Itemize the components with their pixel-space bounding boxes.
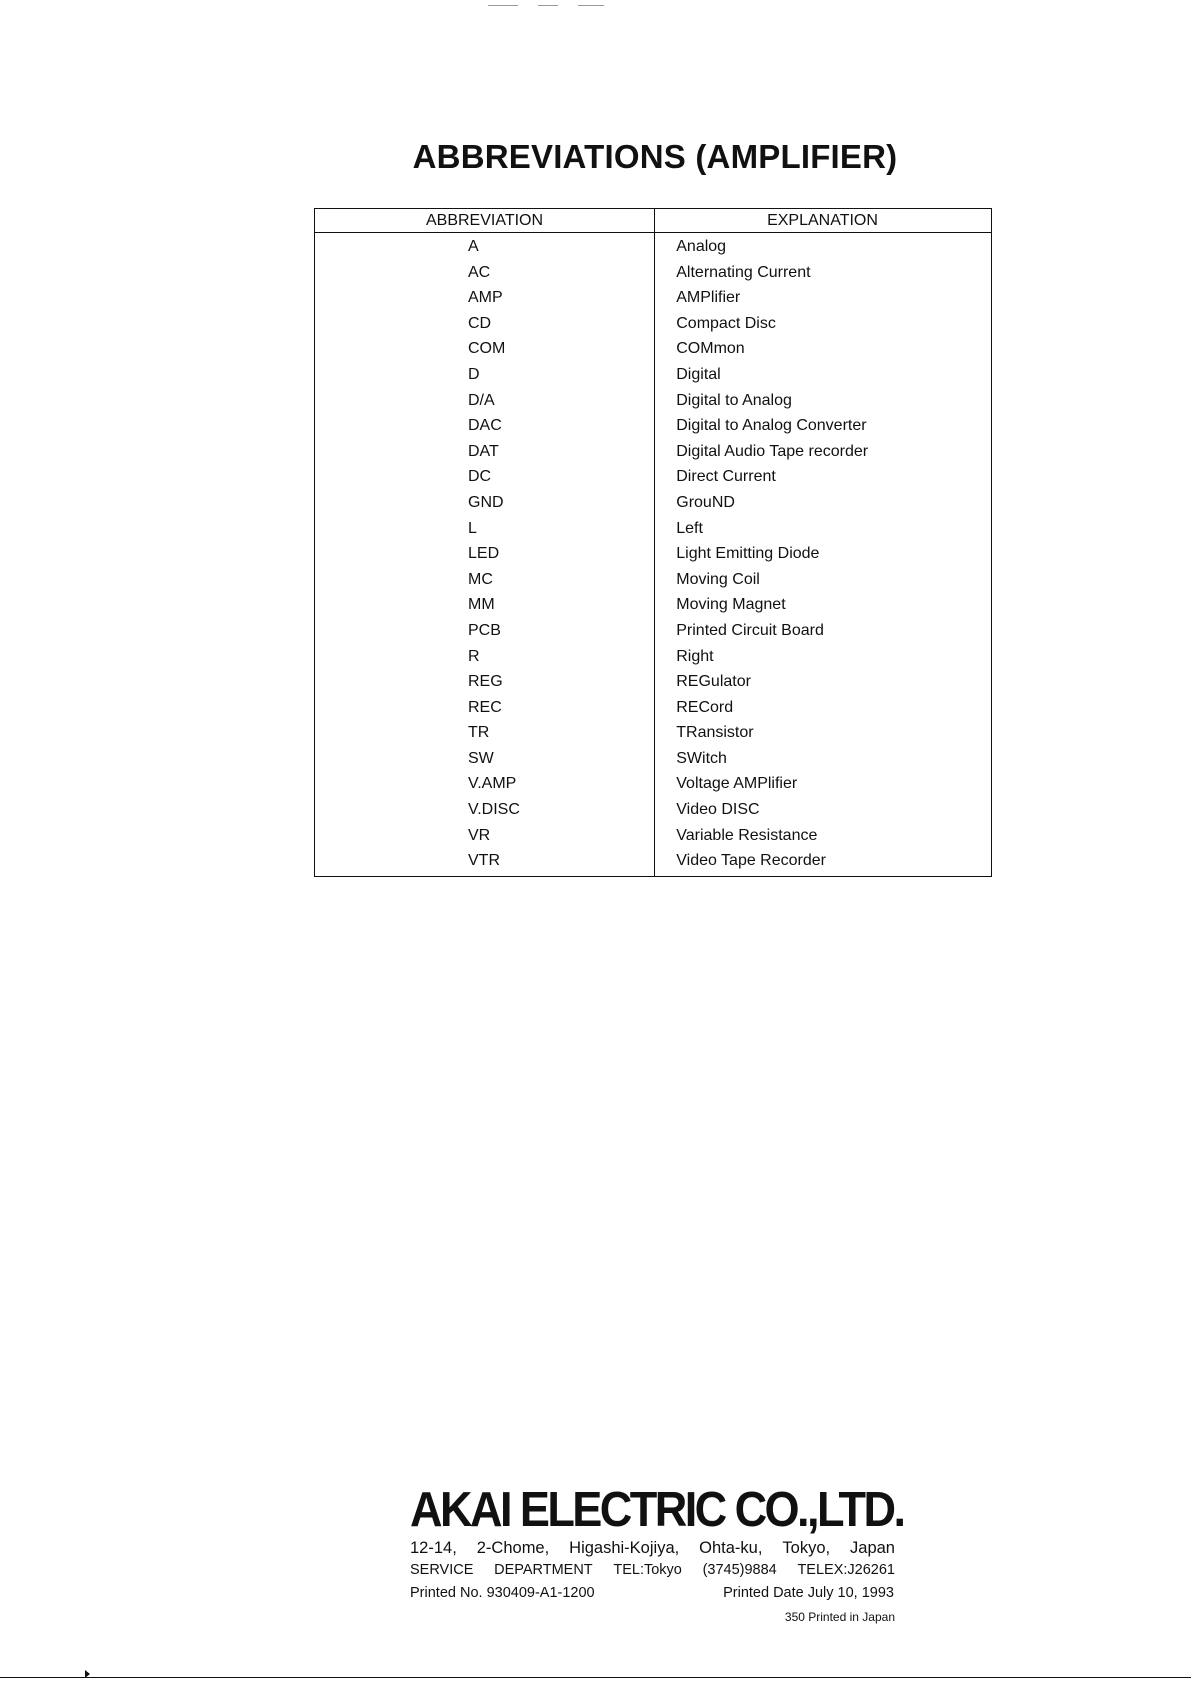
scan-artifact (578, 5, 604, 6)
explanation-cell: Digital to Analog Converter (676, 417, 867, 435)
header-abbreviation: ABBREVIATION (425, 212, 544, 229)
service-word: TELEX:J26261 (797, 1562, 895, 1578)
service-word: SERVICE (410, 1562, 474, 1578)
abbreviation-cell: DAC (468, 417, 502, 435)
explanation-cell: Moving Magnet (676, 596, 786, 614)
explanation-cell: Analog (676, 238, 727, 255)
abbreviation-cell: D/A (468, 391, 495, 409)
explanation-cell: Variable Resistance (676, 826, 818, 844)
table-row (315, 746, 991, 772)
abbreviation-cell: MC (468, 570, 493, 588)
abbreviation-cell: CD (468, 314, 492, 332)
service-word: TEL:Tokyo (613, 1562, 682, 1578)
abbreviation-cell: V.DISC (468, 801, 520, 819)
explanation-cell: REGulator (676, 673, 751, 691)
table-row (315, 464, 991, 490)
table-row (315, 439, 991, 465)
address-word: Higashi-Kojiya, (569, 1539, 680, 1557)
service-word: (3745)9884 (702, 1562, 777, 1578)
abbreviation-cell: COM (468, 340, 506, 358)
explanation-cell: Printed Circuit Board (676, 621, 824, 639)
abbreviation-cell: TR (468, 724, 490, 742)
table-row (315, 644, 991, 670)
service-word: DEPARTMENT (494, 1562, 593, 1578)
abbreviation-cell: MM (468, 596, 495, 614)
table-row (315, 720, 991, 746)
abbreviation-cell: PCB (468, 621, 501, 639)
printed-date: Printed Date July 10, 1993 (723, 1585, 894, 1601)
table-row (315, 516, 991, 542)
explanation-cell: TRansistor (676, 724, 754, 742)
explanation-cell: GrouND (676, 493, 735, 511)
address-word: Tokyo, (782, 1539, 831, 1557)
table-row (315, 823, 991, 849)
header-explanation: EXPLANATION (767, 212, 878, 229)
company-address (410, 1539, 895, 1558)
abbreviation-cell: AMP (468, 289, 503, 307)
explanation-cell: Digital (676, 365, 721, 383)
table-row (315, 413, 991, 439)
abbreviation-cell: LED (468, 545, 500, 563)
print-info (410, 1585, 895, 1601)
explanation-cell: Direct Current (676, 468, 776, 486)
explanation-cell: Voltage AMPlifier (676, 775, 798, 793)
abbreviation-cell: DC (468, 468, 492, 486)
table-row (315, 592, 991, 618)
abbreviation-cell: A (468, 238, 479, 255)
table-row (315, 388, 991, 414)
explanation-cell: AMPlifier (676, 289, 741, 307)
abbreviations-table (314, 208, 992, 877)
abbreviation-cell: VTR (468, 852, 500, 870)
arrow-mark-icon (85, 1670, 90, 1678)
explanation-cell: SWitch (676, 749, 727, 767)
table-row (315, 797, 991, 823)
table-row (315, 771, 991, 797)
explanation-cell: Left (676, 519, 703, 537)
service-department-contact (410, 1562, 895, 1578)
explanation-cell: Alternating Current (676, 263, 811, 281)
abbreviation-cell: D (468, 365, 480, 383)
printed-number: Printed No. 930409-A1-1200 (410, 1585, 595, 1601)
page-bottom-rule (0, 1677, 1191, 1678)
table-row (315, 362, 991, 388)
table-row (315, 490, 991, 516)
address-word: 2-Chome, (476, 1539, 550, 1557)
table-row (315, 695, 991, 721)
explanation-cell: Compact Disc (676, 314, 776, 332)
explanation-cell: Digital to Analog (676, 391, 792, 409)
table-row (315, 669, 991, 695)
table-row (315, 311, 991, 337)
abbreviation-cell: VR (468, 826, 491, 844)
abbreviation-cell: R (468, 647, 480, 665)
explanation-cell: Video Tape Recorder (676, 852, 826, 870)
abbreviation-cell: REC (468, 698, 502, 716)
address-word: 12-14, (410, 1539, 457, 1557)
table-row (315, 541, 991, 567)
table-row (315, 234, 991, 260)
address-word: Japan (850, 1539, 895, 1557)
company-name: AKAI ELECTRIC CO.,LTD. (410, 1483, 904, 1537)
explanation-cell: Right (676, 647, 714, 665)
table-row (315, 336, 991, 362)
table-header (315, 209, 991, 233)
table-body (315, 233, 991, 876)
table-row (315, 848, 991, 874)
abbreviation-cell: GND (468, 493, 504, 511)
print-origin: 350 Printed in Japan (784, 1610, 895, 1624)
table-row (315, 260, 991, 286)
explanation-cell: Digital Audio Tape recorder (676, 442, 869, 460)
scan-artifact (538, 5, 558, 6)
abbreviation-cell: AC (468, 263, 491, 281)
column-divider (654, 209, 655, 876)
abbreviation-cell: L (468, 519, 477, 537)
abbreviation-cell: SW (468, 749, 494, 767)
abbreviation-cell: DAT (468, 442, 499, 460)
table-row (315, 618, 991, 644)
abbreviation-cell: V.AMP (468, 775, 517, 793)
abbreviation-cell: REG (468, 673, 503, 691)
explanation-cell: Video DISC (676, 801, 760, 819)
explanation-cell: COMmon (676, 340, 745, 358)
scan-artifact (488, 5, 518, 6)
address-word: Ohta-ku, (699, 1539, 763, 1557)
table-row (315, 285, 991, 311)
table-row (315, 567, 991, 593)
explanation-cell: Moving Coil (676, 570, 760, 588)
explanation-cell: Light Emitting Diode (676, 545, 820, 563)
page-title: ABBREVIATIONS (AMPLIFIER) (412, 138, 898, 175)
explanation-cell: RECord (676, 698, 734, 716)
